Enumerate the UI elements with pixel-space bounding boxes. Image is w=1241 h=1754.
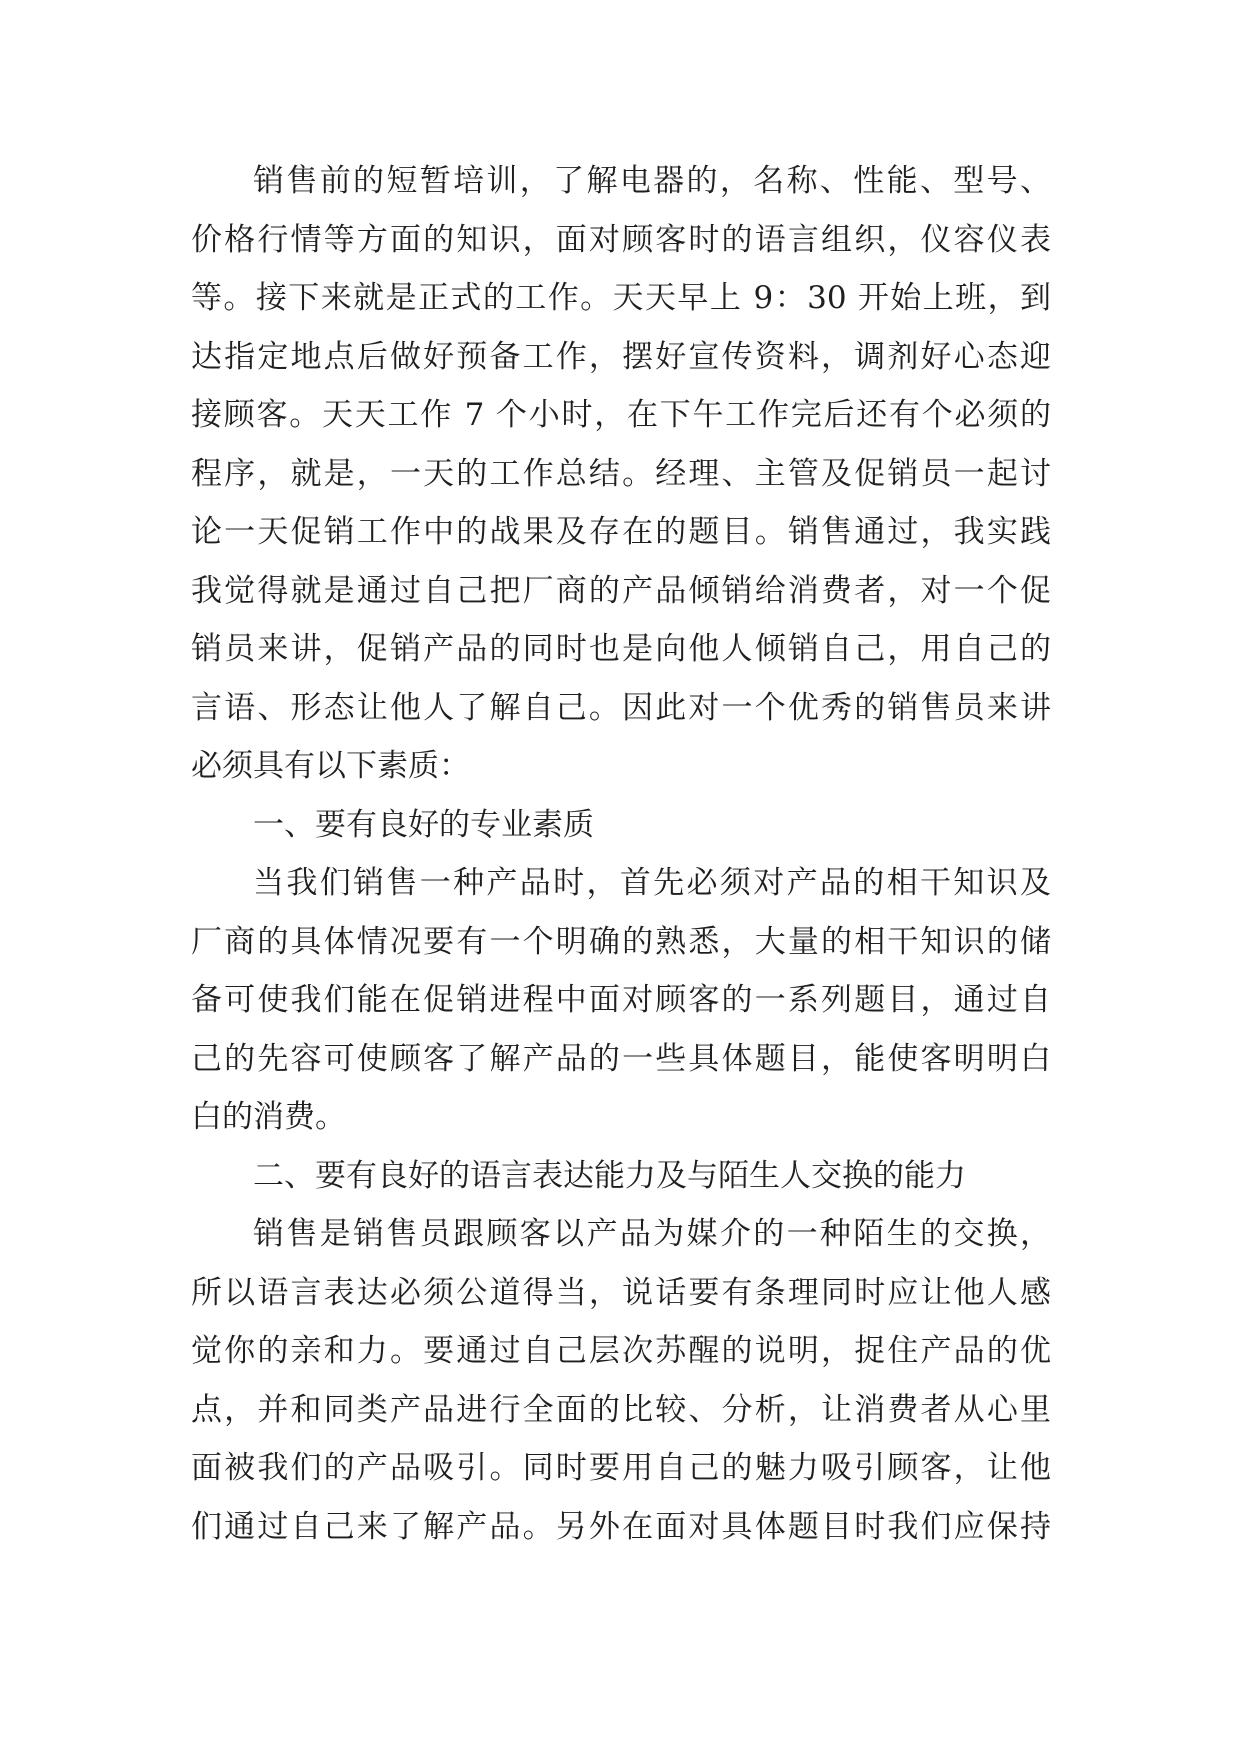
text-line: 销售前的短暂培训，了解电器的，名称、性能、型号、	[253, 163, 1051, 199]
text-line: 面被我们的产品吸引。同时要用自己的魅力吸引顾客，让他	[191, 1450, 1051, 1486]
text-line: 达指定地点后做好预备工作，摆好宣传资料，调剂好心态迎	[191, 338, 1051, 375]
text-line: 价格行情等方面的知识，面对顾客时的语言组织，仪容仪表	[191, 221, 1051, 258]
text-line: 厂商的具体情况要有一个明确的熟悉，大量的相干知识的储	[191, 923, 1051, 960]
text-line: 己的先容可使顾客了解产品的一些具体题目，能使客明明白	[191, 1040, 1051, 1077]
text-line: 所以语言表达必须公道得当，说话要有条理同时应让他人感	[191, 1274, 1051, 1311]
text-line: 程序，就是，一天的工作总结。经理、主管及促销员一起讨	[191, 455, 1051, 492]
section-heading: 一、要有良好的专业素质	[253, 806, 594, 843]
text-line: 备可使我们能在促销进程中面对顾客的一系列题目，通过自	[191, 982, 1051, 1018]
text-line: 们通过自己来了解产品。另外在面对具体题目时我们应保持	[191, 1508, 1051, 1545]
text-line: 论一天促销工作中的战果及存在的题目。销售通过，我实践	[191, 514, 1051, 550]
text-line: 言语、形态让他人了解自己。因此对一个优秀的销售员来讲	[191, 689, 1051, 726]
text-line: 觉你的亲和力。要通过自己层次苏醒的说明，捉住产品的优	[191, 1333, 1051, 1369]
text-line: 销售是销售员跟顾客以产品为媒介的一种陌生的交换，	[253, 1216, 1051, 1252]
text-line: 销员来讲，促销产品的同时也是向他人倾销自己，用自己的	[191, 631, 1051, 667]
text-line: 接顾客。天天工作 7 个小时，在下午工作完后还有个必须的	[191, 397, 1051, 433]
section-heading: 二、要有良好的语言表达能力及与陌生人交换的能力	[253, 1157, 966, 1194]
text-line: 白的消费。	[191, 1099, 346, 1135]
text-line: 必须具有以下素质：	[191, 748, 470, 784]
body-text	[191, 152, 1051, 1556]
text-line: 等。接下来就是正式的工作。天天早上 9：30 开始上班，到	[191, 280, 1051, 316]
text-line: 当我们销售一种产品时，首先必须对产品的相干知识及	[253, 865, 1051, 901]
text-line: 点，并和同类产品进行全面的比较、分析，让消费者从心里	[191, 1391, 1051, 1428]
text-line: 我觉得就是通过自己把厂商的产品倾销给消费者，对一个促	[191, 572, 1051, 609]
